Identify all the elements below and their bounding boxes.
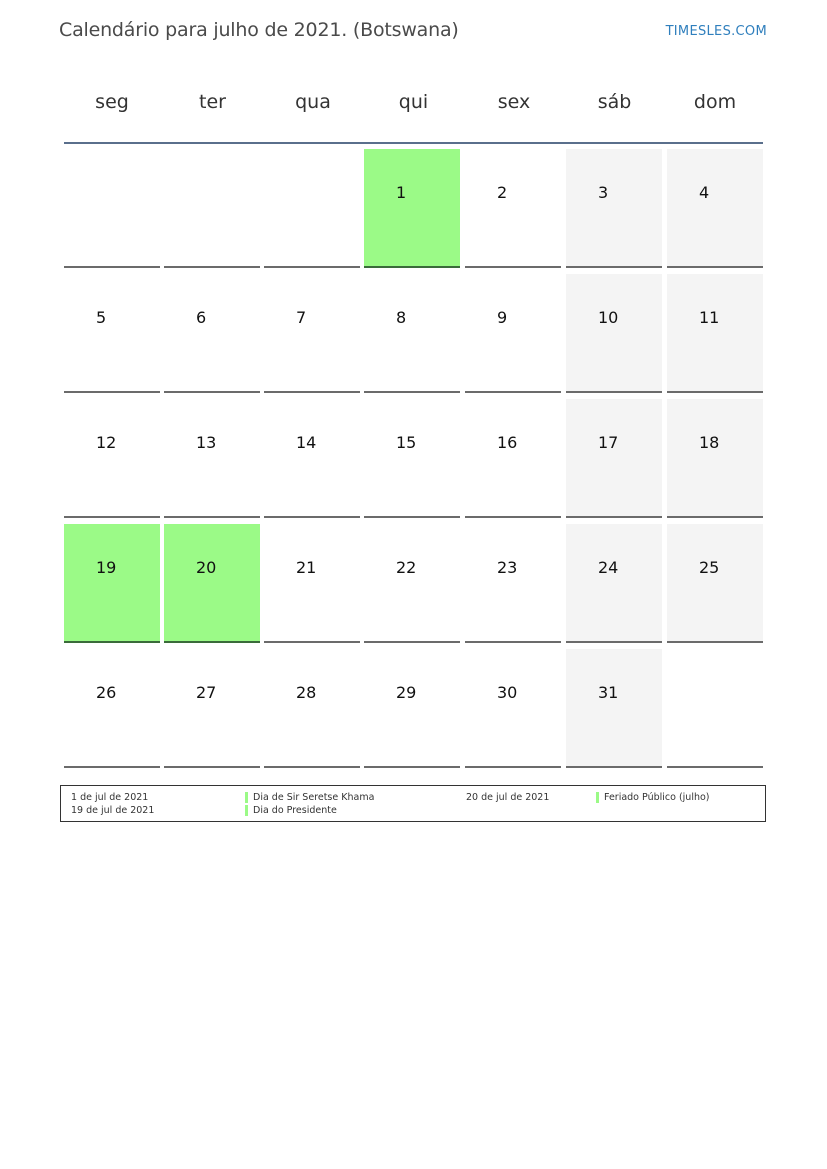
day-number: 20 [196,558,217,577]
holiday-marker-icon [245,792,248,803]
weekend-day-cell[interactable] [566,524,662,643]
day-number: 25 [699,558,720,577]
legend-date: 19 de jul de 2021 [71,805,155,816]
legend-holiday-name: Feriado Público (julho) [604,792,710,803]
day-number: 31 [598,683,619,702]
day-number: 11 [699,308,720,327]
day-cell[interactable] [264,274,360,393]
day-number: 16 [497,433,518,452]
day-number: 14 [296,433,317,452]
holiday-day-cell[interactable] [64,524,160,643]
page-title: Calendário para julho de 2021. (Botswana) [59,19,459,41]
day-number: 3 [598,183,609,202]
weekend-day-cell[interactable] [566,649,662,768]
day-cell[interactable] [465,399,561,518]
day-cell[interactable] [64,399,160,518]
legend-holiday-name: Dia de Sir Seretse Khama [253,792,375,803]
weekday-fri: sex [497,91,531,113]
weekday-mon: seg [95,91,129,113]
header-divider [64,142,763,144]
day-cell[interactable] [465,149,561,268]
holiday-day-cell[interactable] [164,524,260,643]
day-number: 2 [497,183,508,202]
day-number: 29 [396,683,417,702]
day-cell[interactable] [465,274,561,393]
day-cell[interactable] [64,274,160,393]
day-number: 23 [497,558,518,577]
weekend-day-cell[interactable] [667,274,763,393]
day-cell[interactable] [64,649,160,768]
day-cell[interactable] [465,649,561,768]
day-cell[interactable] [364,399,460,518]
day-number: 6 [196,308,207,327]
weekday-header-row [64,91,763,117]
day-number: 12 [96,433,117,452]
day-cell[interactable] [164,274,260,393]
holiday-day-cell[interactable] [364,149,460,268]
legend-box [60,785,766,822]
weekend-day-cell[interactable] [566,149,662,268]
weekend-day-cell[interactable] [566,274,662,393]
day-number: 18 [699,433,720,452]
day-cell[interactable] [364,649,460,768]
day-number: 10 [598,308,619,327]
weekend-day-cell[interactable] [667,149,763,268]
day-number: 24 [598,558,619,577]
day-number: 17 [598,433,619,452]
day-number: 15 [396,433,417,452]
weekend-day-cell[interactable] [566,399,662,518]
empty-day-cell[interactable] [264,149,360,268]
weekday-thu: qui [398,91,429,113]
legend-date: 1 de jul de 2021 [71,792,149,803]
day-number: 7 [296,308,307,327]
day-cell[interactable] [364,524,460,643]
day-cell[interactable] [264,649,360,768]
day-number: 27 [196,683,217,702]
day-cell[interactable] [264,524,360,643]
day-number: 26 [96,683,117,702]
weekend-day-cell[interactable] [667,524,763,643]
day-number: 5 [96,308,107,327]
day-cell[interactable] [164,649,260,768]
day-number: 9 [497,308,508,327]
weekend-day-cell[interactable] [667,399,763,518]
brand-link[interactable]: TIMESLES.COM [665,24,767,39]
weekday-sun: dom [693,91,737,113]
holiday-marker-icon [596,792,599,803]
holiday-marker-icon [245,805,248,816]
empty-day-cell[interactable] [64,149,160,268]
legend-date: 20 de jul de 2021 [466,792,550,803]
empty-day-cell[interactable] [164,149,260,268]
weekday-sat: sáb [597,91,632,113]
day-number: 21 [296,558,317,577]
day-cell[interactable] [364,274,460,393]
day-number: 4 [699,183,710,202]
day-number: 30 [497,683,518,702]
day-cell[interactable] [667,649,763,768]
day-number: 28 [296,683,317,702]
weekday-tue: ter [199,91,226,113]
day-number: 13 [196,433,217,452]
day-number: 1 [396,183,407,202]
weekday-wed: qua [295,91,331,113]
day-number: 19 [96,558,117,577]
day-number: 8 [396,308,407,327]
day-cell[interactable] [164,399,260,518]
day-cell[interactable] [264,399,360,518]
day-number: 22 [396,558,417,577]
legend-holiday-name: Dia do Presidente [253,805,337,816]
day-cell[interactable] [465,524,561,643]
